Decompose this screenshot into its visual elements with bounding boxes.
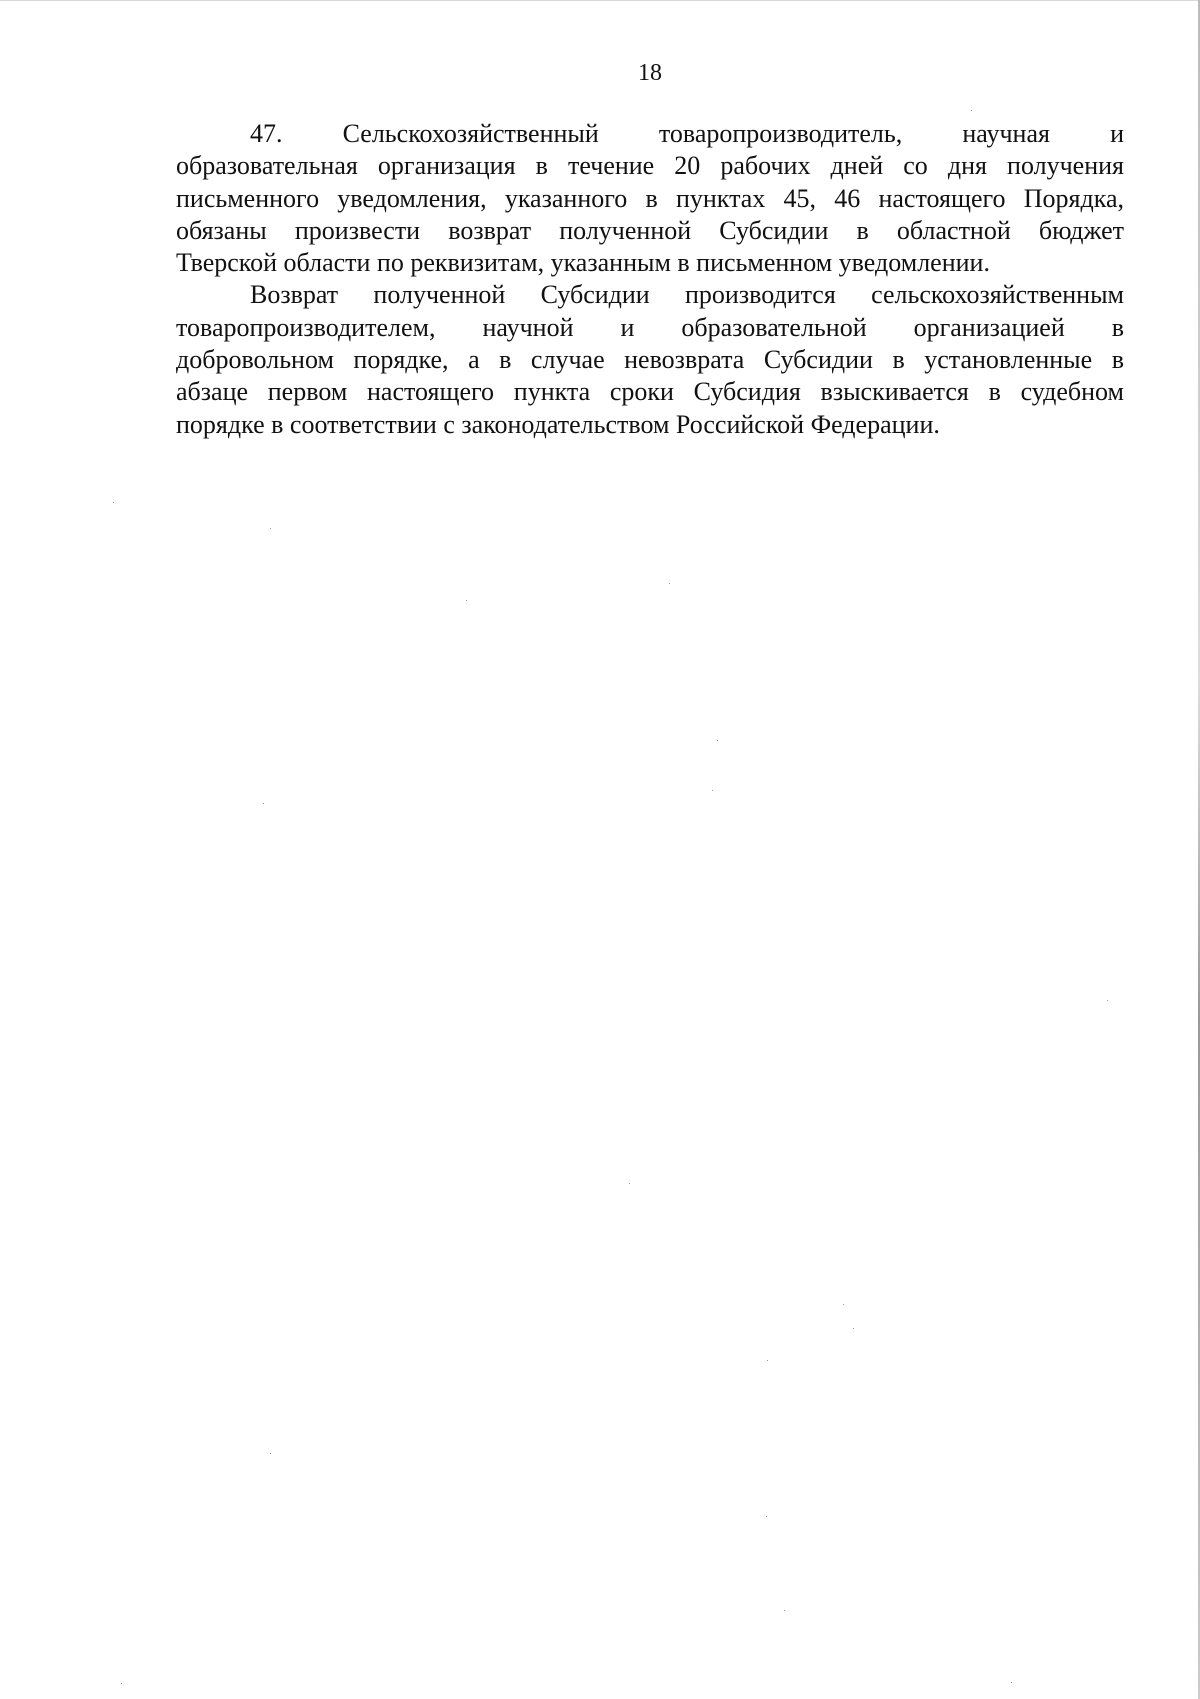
text-line: обязаны произвести возврат полученной Субсидии в областной бюджет xyxy=(176,215,1124,245)
scan-speck xyxy=(270,528,271,529)
scan-speck xyxy=(766,1516,767,1517)
scan-speck xyxy=(717,740,718,741)
scan-speck xyxy=(1107,1000,1108,1001)
text-line: Возврат полученной Субсидии производится сельскохозяйственным xyxy=(250,280,1124,310)
scan-speck xyxy=(1011,1682,1012,1683)
scan-speck xyxy=(113,502,114,503)
text-line: товаропроизводителем, научной и образовательной организацией в xyxy=(176,312,1124,342)
scan-speck xyxy=(121,1683,122,1684)
text-line: письменного уведомления, указанного в пунктах 45, 46 настоящего Порядка, xyxy=(176,183,1124,213)
scan-speck xyxy=(843,1304,844,1305)
text-line: 47. Сельскохозяйственный товаропроизводитель, научная и xyxy=(250,119,1124,148)
scan-speck xyxy=(971,110,972,111)
document-body xyxy=(176,118,1124,441)
scan-speck xyxy=(669,583,670,584)
page-number: 18 xyxy=(638,60,662,86)
text-line: образовательная организация в течение 20 рабочих дней со дня получения xyxy=(176,151,1124,181)
scan-speck xyxy=(784,1610,785,1611)
scan-speck xyxy=(263,803,264,804)
text-line: порядке в соответствии с законодательством Российской Федерации. xyxy=(176,409,940,439)
scan-speck xyxy=(712,790,713,791)
scan-speck xyxy=(767,1360,768,1361)
scan-speck xyxy=(629,1183,630,1184)
scan-speck xyxy=(466,600,467,601)
scan-speck xyxy=(270,1453,271,1454)
text-line: добровольном порядке, а в случае невозврата Субсидии в установленные в xyxy=(176,345,1124,375)
scan-edge-top xyxy=(0,0,1200,1)
paragraph-47 xyxy=(176,118,1124,279)
scan-speck xyxy=(853,1328,854,1329)
text-line: Тверской области по реквизитам, указанным в письменном уведомлении. xyxy=(176,248,990,278)
text-line: абзаце первом настоящего пункта сроки Субсидия взыскивается в судебном xyxy=(176,377,1124,407)
paragraph-return xyxy=(176,279,1124,440)
